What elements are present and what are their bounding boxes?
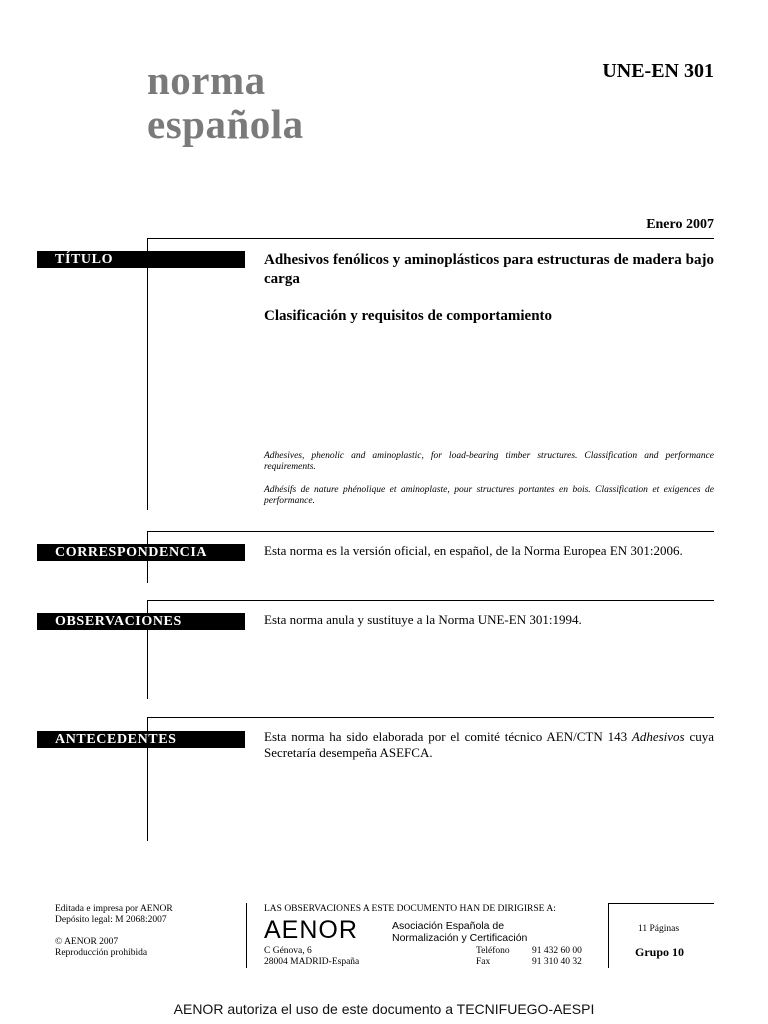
antecedentes-text-start: Esta norma ha sido elaborada por el comité técnico AEN/CTN 143 bbox=[264, 729, 632, 744]
publication-date: Enero 2007 bbox=[646, 217, 714, 232]
license-notice: AENOR autoriza el uso de este documento a TECNIFUEGO-AESPI bbox=[173, 1001, 595, 1017]
footer-edition-info bbox=[55, 904, 173, 959]
brand-line-1: norma bbox=[147, 57, 266, 103]
page-count: 11 Páginas bbox=[638, 924, 680, 934]
address bbox=[264, 946, 359, 968]
antecedentes-text bbox=[264, 729, 714, 761]
footer-divider-left bbox=[246, 903, 247, 968]
address-street: C Génova, 6 bbox=[264, 946, 312, 956]
document-title: Adhesivos fenólicos y aminoplásticos para estructuras de madera bajo carga bbox=[264, 252, 714, 287]
section-label-correspondencia: CORRESPONDENCIA bbox=[37, 544, 245, 561]
section-label-titulo: TÍTULO bbox=[37, 251, 245, 268]
section-divider-titulo bbox=[147, 238, 714, 239]
contact-labels bbox=[476, 946, 510, 968]
title-english: Adhesives, phenolic and aminoplastic, for load-bearing timber structures. Classification and performance requirements. bbox=[264, 451, 714, 472]
aenor-logo: AENOR bbox=[264, 916, 358, 944]
legal-deposit: Depósito legal: M 2068:2007 bbox=[55, 915, 167, 925]
fax-label: Fax bbox=[476, 957, 491, 967]
brand-line-2: española bbox=[147, 101, 304, 147]
phone-label: Teléfono bbox=[476, 946, 510, 956]
section-label-antecedentes: ANTECEDENTES bbox=[37, 731, 245, 748]
edited-by: Editada e impresa por AENOR bbox=[55, 904, 173, 914]
observaciones-text: Esta norma anula y sustituye a la Norma UNE-EN 301:1994. bbox=[264, 612, 582, 627]
correspondencia-text: Esta norma es la versión oficial, en español, de la Norma Europea EN 301:2006. bbox=[264, 543, 683, 558]
section-label-observaciones: OBSERVACIONES bbox=[37, 613, 245, 630]
reproduction-notice: Reproducción prohibida bbox=[55, 948, 148, 958]
contact-values bbox=[532, 946, 582, 968]
address-city: 28004 MADRID-España bbox=[264, 957, 360, 967]
footer-divider-right bbox=[608, 903, 609, 968]
title-block bbox=[264, 251, 714, 326]
group-number: Grupo 10 bbox=[635, 945, 685, 959]
copyright: © AENOR 2007 bbox=[55, 937, 119, 947]
section-divider-observaciones bbox=[147, 600, 714, 601]
document-number: UNE-EN 301 bbox=[602, 60, 714, 82]
footer-box-top-rule bbox=[608, 903, 714, 904]
document-subtitle: Clasificación y requisitos de comportamiento bbox=[264, 308, 553, 324]
section-vertical-rule-titulo bbox=[147, 238, 148, 510]
organization-name bbox=[392, 920, 527, 944]
phone-number: 91 432 60 00 bbox=[532, 946, 582, 956]
committee-name: Adhesivos bbox=[631, 729, 685, 744]
brand-title bbox=[147, 58, 304, 146]
title-french: Adhésifs de nature phénolique et aminoplaste, pour structures portantes en bois. Classification et exigences de performance. bbox=[264, 485, 714, 506]
organization-name-line-1: Asociación Española de bbox=[392, 920, 505, 932]
antecedentes-text-end: cuya Secretaría desempeña ASEFCA. bbox=[264, 729, 714, 760]
section-divider-antecedentes bbox=[147, 717, 714, 718]
fax-number: 91 310 40 32 bbox=[532, 957, 582, 967]
organization-name-line-2: Normalización y Certificación bbox=[392, 932, 528, 944]
section-divider-correspondencia bbox=[147, 531, 714, 532]
observations-header: LAS OBSERVACIONES A ESTE DOCUMENTO HAN DE DIRIGIRSE A: bbox=[264, 904, 556, 914]
